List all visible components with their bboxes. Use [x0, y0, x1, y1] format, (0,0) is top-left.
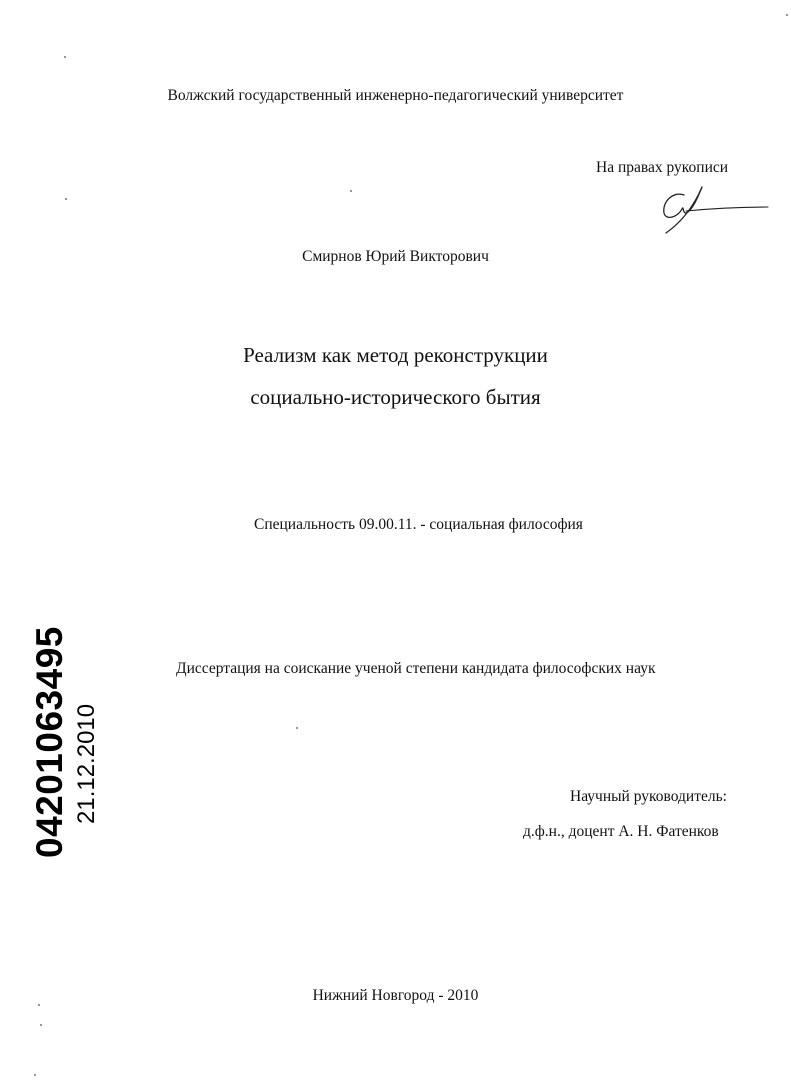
- author-name: Смирнов Юрий Викторович: [302, 248, 489, 265]
- registration-number-stamp: 04201063495: [29, 626, 70, 858]
- dissertation-type: Диссертация на соискание ученой степени кандидата философских наук: [176, 660, 656, 677]
- scan-speck: [34, 1074, 36, 1076]
- scan-speck: [296, 727, 298, 729]
- title-line-1: Реализм как метод реконструкции: [243, 343, 548, 367]
- city-year: Нижний Новгород - 2010: [312, 987, 479, 1004]
- scan-speck: [350, 190, 352, 192]
- manuscript-rights-label: На правах рукописи: [596, 159, 729, 176]
- scan-speck: [40, 1024, 42, 1026]
- scan-speck: [38, 1004, 40, 1006]
- title-line-2: социально-исторического бытия: [250, 385, 541, 409]
- specialty-line: Специальность 09.00.11. - социальная философия: [254, 516, 583, 533]
- scan-speck: [65, 198, 67, 200]
- scan-speck: [64, 56, 66, 58]
- signature-icon: [656, 183, 771, 238]
- supervisor-name: д.ф.н., доцент А. Н. Фатенков: [523, 823, 719, 840]
- university-name: Волжский государственный инженерно-педагогический университет: [167, 87, 624, 104]
- registration-date-stamp: 21.12.2010: [73, 703, 100, 824]
- supervisor-label: Научный руководитель:: [570, 788, 727, 805]
- scan-speck: [786, 14, 788, 16]
